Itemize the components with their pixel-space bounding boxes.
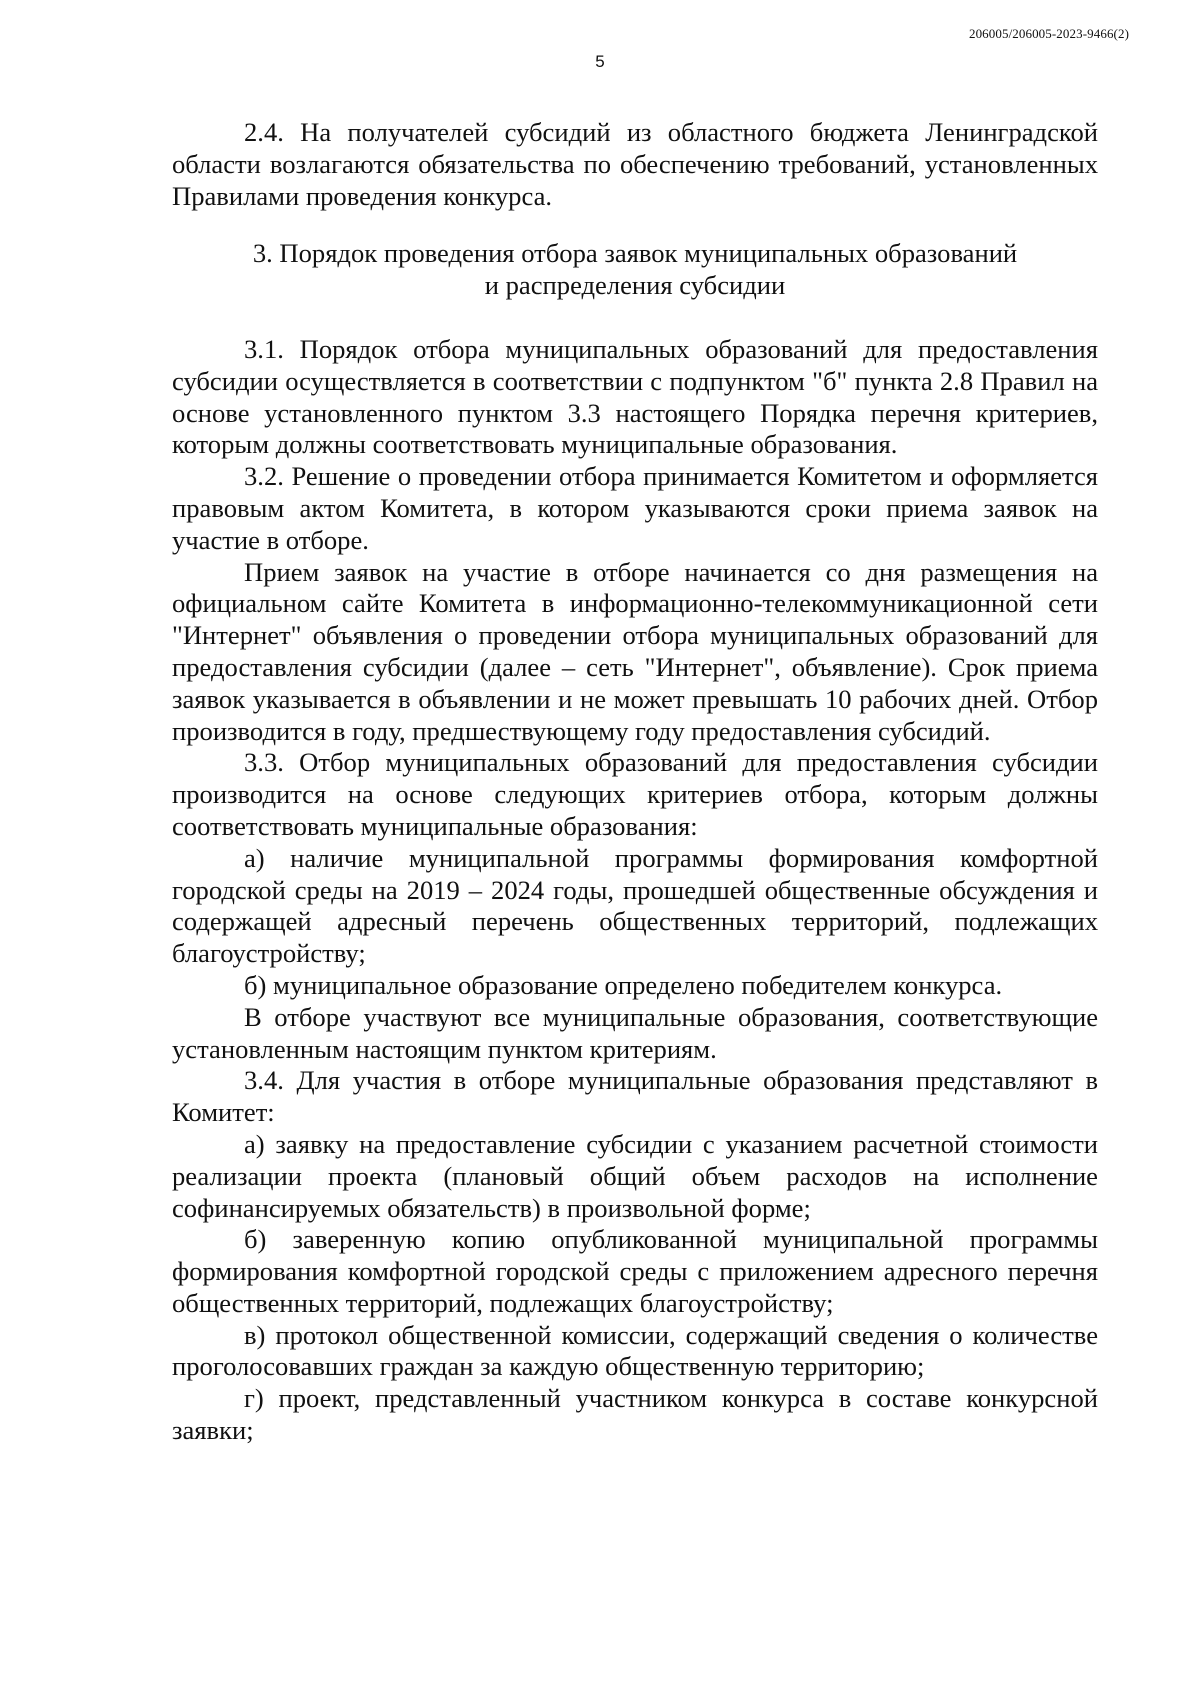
paragraph-3-4: 3.4. Для участия в отборе муниципальные образования представляют в Комитет:: [172, 1065, 1098, 1128]
paragraph-application-intake: Прием заявок на участие в отборе начинается со дня размещения на официальном сайте Комитета в информационно-телекоммуникационной сети "Интернет" объявления о проведении отбора муниципальных образований для предоставления субсидии (далее – сеть "Интернет", объявление). Срок приема заявок указывается в объявлении и не может превышать 10 рабочих дней. Отбор производится в году, предшествующему году предоставления субсидий.: [172, 556, 1098, 746]
document-body: [172, 117, 1098, 1447]
paragraph-3-4-a: а) заявку на предоставление субсидии с указанием расчетной стоимости реализации проекта (плановый общий объем расходов на исполнение софинансируемых обязательств) в произвольной форме;: [172, 1128, 1098, 1223]
paragraph-3-4-g: г) проект, представленный участником конкурса в составе конкурсной заявки;: [172, 1383, 1098, 1446]
paragraph-3-2: 3.2. Решение о проведении отбора принимается Комитетом и оформляется правовым актом Комитета, в котором указываются сроки приема заявок на участие в отборе.: [172, 461, 1098, 555]
paragraph-3-3-b: б) муниципальное образование определено победителем конкурса.: [244, 969, 1003, 1000]
paragraph-3-3: 3.3. Отбор муниципальных образований для предоставления субсидии производится на основе следующих критериев отбора, которым должны соответствовать муниципальные образования:: [172, 747, 1098, 841]
paragraph-3-4-v: в) протокол общественной комиссии, содержащий сведения о количестве проголосовавших граждан за каждую общественную территорию;: [172, 1319, 1098, 1382]
paragraph-3-3-a: а) наличие муниципальной программы формирования комфортной городской среды на 2019 – 2024 годы, прошедшей общественные обсуждения и содержащей адресный перечень общественных территорий, подлежащих благоустройству;: [172, 842, 1098, 969]
paragraph-3-1: 3.1. Порядок отбора муниципальных образований для предоставления субсидии осуществляется в соответствии с подпунктом "б" пункта 2.8 Правил на основе установленного пунктом 3.3 настоящего Порядка перечня критериев, которым должны соответствовать муниципальные образования.: [172, 333, 1098, 460]
page-number: 5: [595, 52, 605, 71]
paragraph-2-4: 2.4. На получателей субсидий из областного бюджета Ленинградской области возлагаются обязательства по обеспечению требований, установленных Правилами проведения конкурса.: [172, 117, 1098, 211]
paragraph-3-4-b: б) заверенную копию опубликованной муниципальной программы формирования комфортной городской среды с приложением адресного перечня общественных территорий, подлежащих благоустройству;: [172, 1224, 1098, 1318]
document-id: 206005/206005-2023-9466(2): [968, 26, 1129, 41]
paragraph-3-3-participants: В отборе участвуют все муниципальные образования, соответствующие установленным настоящим пунктом критериям.: [172, 1001, 1098, 1064]
section-3-heading: 3. Порядок проведения отбора заявок муниципальных образований и распределения субсидии: [252, 238, 1018, 301]
